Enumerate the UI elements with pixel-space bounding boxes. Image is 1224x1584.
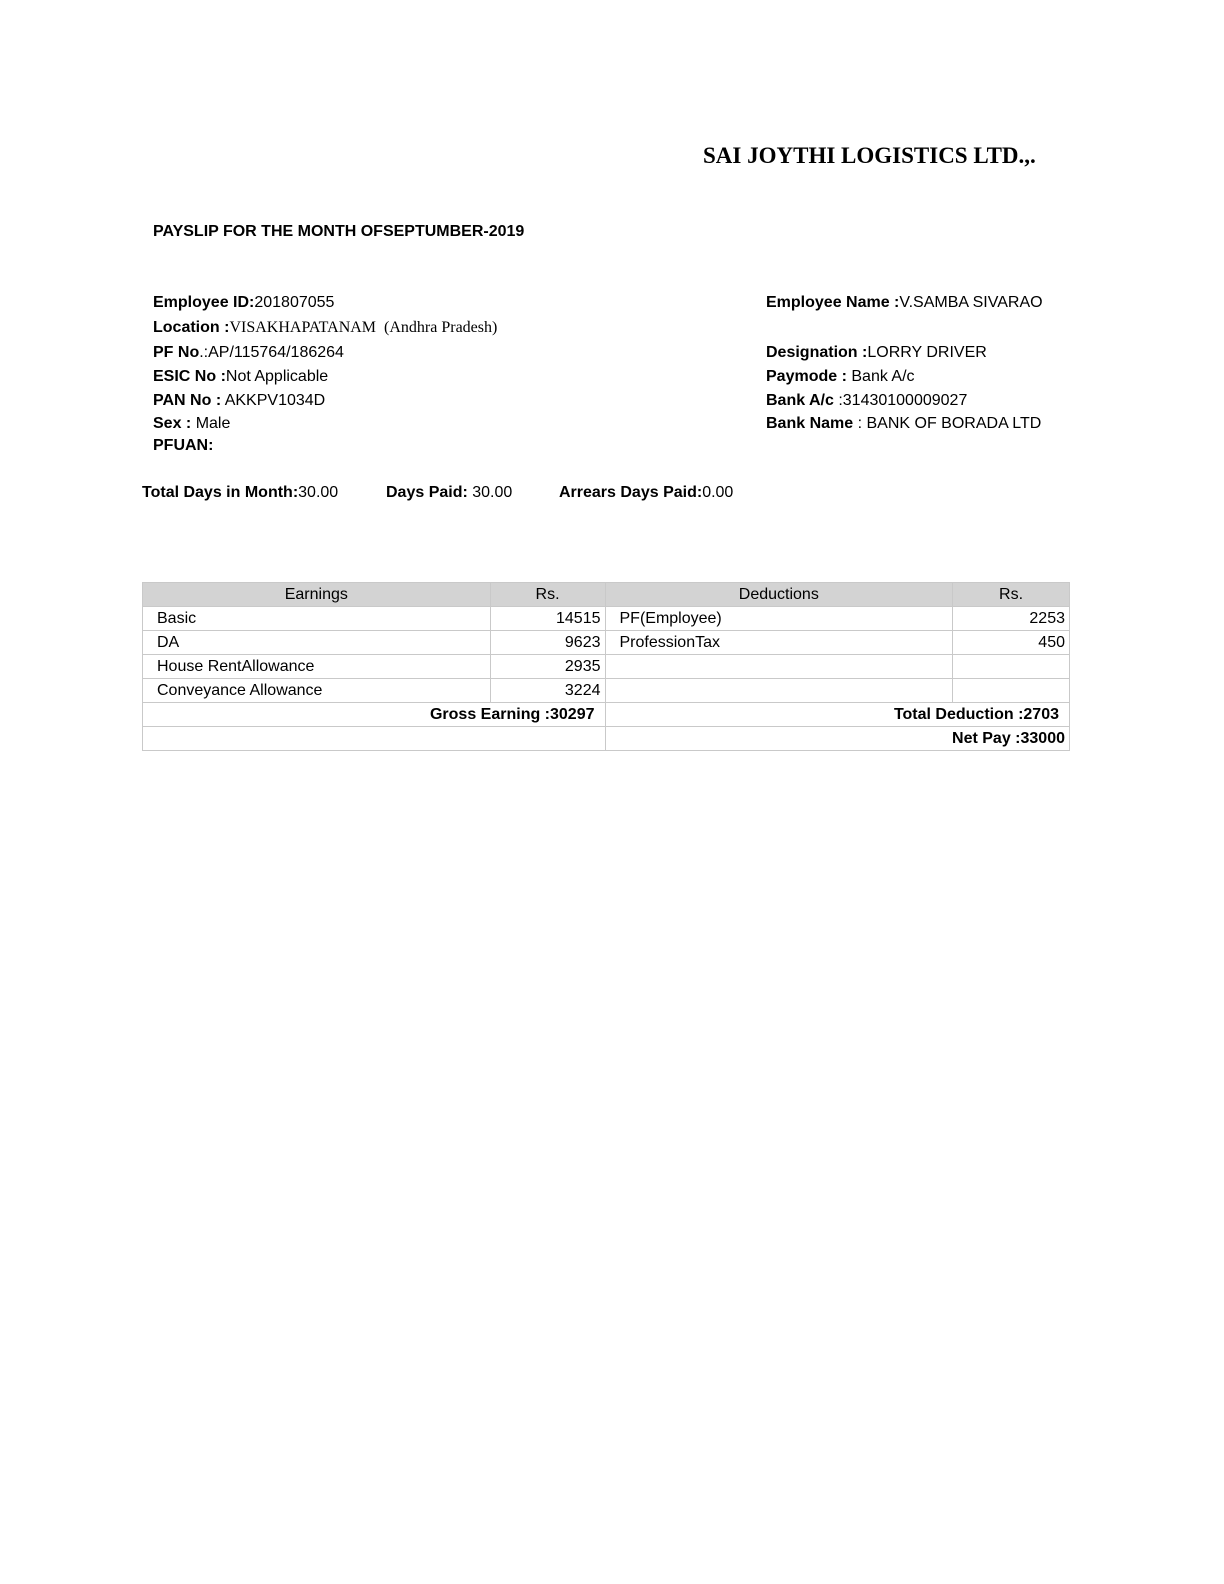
table-row (143, 679, 1070, 703)
deduction-amount (953, 655, 1070, 679)
earning-name: DA (143, 631, 491, 655)
paymode-value: Bank A/c (846, 368, 915, 385)
pf-no-value: .:AP/115764/186264 (199, 344, 344, 361)
bank-ac-label: Bank A/c (766, 392, 834, 409)
employee-name-value: V.SAMBA SIVARAO (899, 294, 1043, 311)
pay-table (142, 582, 1070, 751)
employee-name-label: Employee Name : (766, 294, 900, 311)
deduction-amount: 2253 (953, 607, 1070, 631)
sex-label: Sex : (153, 415, 192, 432)
bank-ac-row (766, 392, 967, 410)
designation-row (766, 344, 987, 362)
earnings-header: Earnings (143, 583, 491, 607)
company-name: SAI JOYTHI LOGISTICS LTD.,. (703, 143, 1036, 168)
employee-id-label: Employee ID: (153, 294, 255, 311)
bank-name-value: : BANK OF BORADA LTD (853, 415, 1042, 432)
earning-amount: 3224 (490, 679, 605, 703)
table-row (143, 607, 1070, 631)
earning-amount: 9623 (490, 631, 605, 655)
deduction-amount (953, 679, 1070, 703)
pf-no-label: PF No (153, 344, 200, 361)
pan-no-row (153, 392, 325, 410)
employee-id-row (153, 294, 334, 312)
employee-id-value: 201807055 (254, 294, 335, 311)
earning-name: Basic (143, 607, 491, 631)
payslip-title: PAYSLIP FOR THE MONTH OFSEPTUMBER-2019 (153, 223, 525, 240)
gross-earning: Gross Earning :30297 (143, 703, 606, 727)
days-paid-row (386, 484, 512, 502)
bank-name-label: Bank Name (766, 415, 854, 432)
arrears-days-label: Arrears Days Paid: (559, 484, 703, 501)
esic-no-value: Not Applicable (225, 368, 329, 385)
earning-amount: 2935 (490, 655, 605, 679)
paymode-label: Paymode : (766, 368, 847, 385)
deduction-name: ProfessionTax (605, 631, 953, 655)
deductions-header: Deductions (605, 583, 953, 607)
bank-ac-value: :31430100009027 (833, 392, 968, 409)
earning-name: House RentAllowance (143, 655, 491, 679)
paymode-row (766, 368, 915, 386)
total-deduction: Total Deduction :2703 (605, 703, 1070, 727)
employee-name-row (766, 294, 1043, 312)
net-pay-empty-cell (143, 727, 606, 751)
net-pay-row (143, 727, 1070, 751)
earning-amount: 14515 (490, 607, 605, 631)
sex-row (153, 415, 230, 433)
totals-row (143, 703, 1070, 727)
bank-name-row (766, 415, 1041, 433)
pan-no-value: AKKPV1034D (221, 392, 326, 409)
deduction-amount: 450 (953, 631, 1070, 655)
pan-no-label: PAN No : (153, 392, 222, 409)
location-row (153, 319, 497, 337)
sex-value: Male (191, 415, 231, 432)
deduction-name: PF(Employee) (605, 607, 953, 631)
total-days-row (142, 484, 338, 502)
designation-label: Designation : (766, 344, 868, 361)
table-row (143, 631, 1070, 655)
earnings-rs-header: Rs. (490, 583, 605, 607)
total-days-label: Total Days in Month: (142, 484, 299, 501)
location-label: Location : (153, 319, 230, 336)
esic-no-row (153, 368, 328, 386)
pf-no-row (153, 344, 344, 362)
table-header-row (143, 583, 1070, 607)
arrears-days-row (559, 484, 733, 502)
total-days-value: 30.00 (298, 484, 339, 501)
deduction-name (605, 655, 953, 679)
arrears-days-value: 0.00 (702, 484, 734, 501)
deduction-name (605, 679, 953, 703)
days-paid-label: Days Paid: (386, 484, 468, 501)
designation-value: LORRY DRIVER (867, 344, 987, 361)
pfuan-row (153, 437, 213, 455)
esic-no-label: ESIC No : (153, 368, 226, 385)
days-paid-value: 30.00 (467, 484, 513, 501)
location-value: VISAKHAPATANAM (Andhra Pradesh) (229, 319, 498, 336)
pfuan-label: PFUAN: (153, 437, 214, 454)
earning-name: Conveyance Allowance (143, 679, 491, 703)
table-row (143, 655, 1070, 679)
deductions-rs-header: Rs. (953, 583, 1070, 607)
net-pay: Net Pay :33000 (605, 727, 1070, 751)
